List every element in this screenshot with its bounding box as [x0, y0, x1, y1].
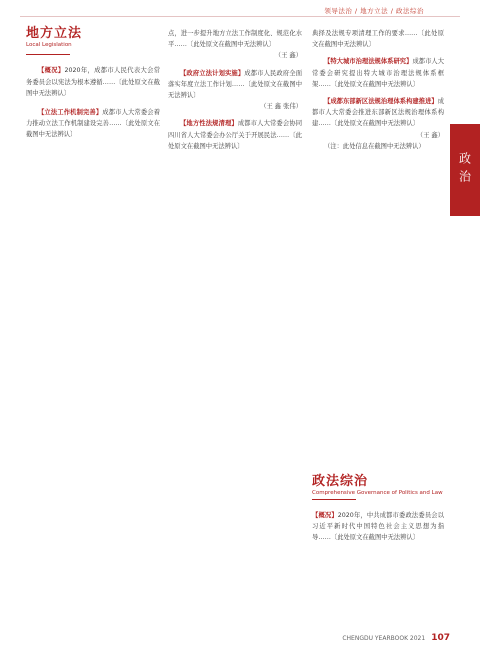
running-head: 领导法治 / 地方立法 / 政法综治 [324, 7, 424, 15]
paragraph-label: 【概况】 [312, 512, 338, 519]
heading-rule [312, 499, 356, 500]
paragraph-text: 成都市人大常委会推进东部新区法规治理体系构建……〔此处原文在截图中无法辨认〕 [312, 98, 444, 128]
section-title: 地方立法 [26, 26, 83, 41]
paragraph-text: 成都市人大常委会研究提出特大城市治理法规体系框架……〔此处原文在截图中无法辨认〕 [312, 58, 445, 88]
column-2 [168, 28, 302, 152]
paragraph-megacity [312, 56, 444, 90]
paragraph-continued: 点，进一步提升地方立法工作制度化、规范化水平……〔此处原文在截图中无法辨认〕 [168, 30, 302, 49]
section-subtitle: Local Legislation [26, 42, 72, 49]
paragraph-label: 【成都东部新区法规治理体系构建推进】 [324, 98, 438, 106]
paragraph-text: 成都市人大常委会协同四川省人大常委会办公厅关于开展民法……〔此处原文在截图中无法辨认〕 [168, 120, 303, 150]
author-credit: （王 鑫） [416, 131, 444, 139]
paragraph-politics-overview [312, 510, 444, 544]
paragraph-mechanism [26, 107, 160, 141]
section-politics-law [312, 470, 444, 544]
author-credit: （王 鑫 张伟） [260, 103, 302, 111]
page-footer [342, 633, 450, 643]
paragraph-label: 【地方性法规清理】 [180, 120, 238, 128]
note-text: （注：此处信息在截图中无法辨认） [324, 142, 425, 150]
section-subtitle: Comprehensive Governance of Politics and Law [312, 490, 443, 496]
paragraph-cleanup [168, 118, 302, 152]
column-3 [312, 28, 444, 152]
paragraph-text: 成都市人民政府全面落实年度立法工作计划……〔此处原文在截图中无法辨认〕 [168, 69, 303, 100]
author-credit: （王 鑫） [274, 52, 302, 60]
paragraph-text: 2020年，中共成都市委政法委员会以习近平新时代中国特色社会主义思想为指导……〔此处原文在截图中无法辨认〕 [312, 512, 445, 542]
section-heading-local-legislation [26, 28, 160, 55]
paragraph-east-district [312, 96, 444, 130]
header-divider [20, 16, 460, 17]
paragraph-continued: 典择及法规专项清理工作的要求……〔此处原文在截图中无法辨认〕 [312, 30, 444, 49]
paragraph-label: 【特大城市治理法规体系研究】 [324, 58, 413, 66]
paragraph-text: 成都市人大常委会着力推动立法工作机制建设完善……〔此处原文在截图中无法辨认〕 [26, 109, 161, 139]
heading-rule [26, 54, 70, 55]
paragraph-label: 【概况】 [38, 67, 65, 75]
yearbook-label: CHENGDU YEARBOOK 2021 [342, 635, 426, 642]
page-number: 107 [431, 633, 450, 643]
section-tab[interactable]: 政治 [450, 124, 480, 216]
section-heading-politics-law [312, 470, 444, 500]
section-title: 政法综治 [312, 474, 369, 489]
paragraph-gov-plan [168, 68, 302, 102]
paragraph-overview [26, 65, 160, 99]
paragraph-label: 【立法工作机制完善】 [38, 109, 103, 117]
paragraph-text: 2020年，成都市人民代表大会常务委员会以宪法为根本遵循……〔此处原文在截图中无法辨认〕 [26, 67, 161, 97]
paragraph-label: 【政府立法计划实施】 [180, 69, 245, 77]
column-1 [26, 28, 160, 141]
